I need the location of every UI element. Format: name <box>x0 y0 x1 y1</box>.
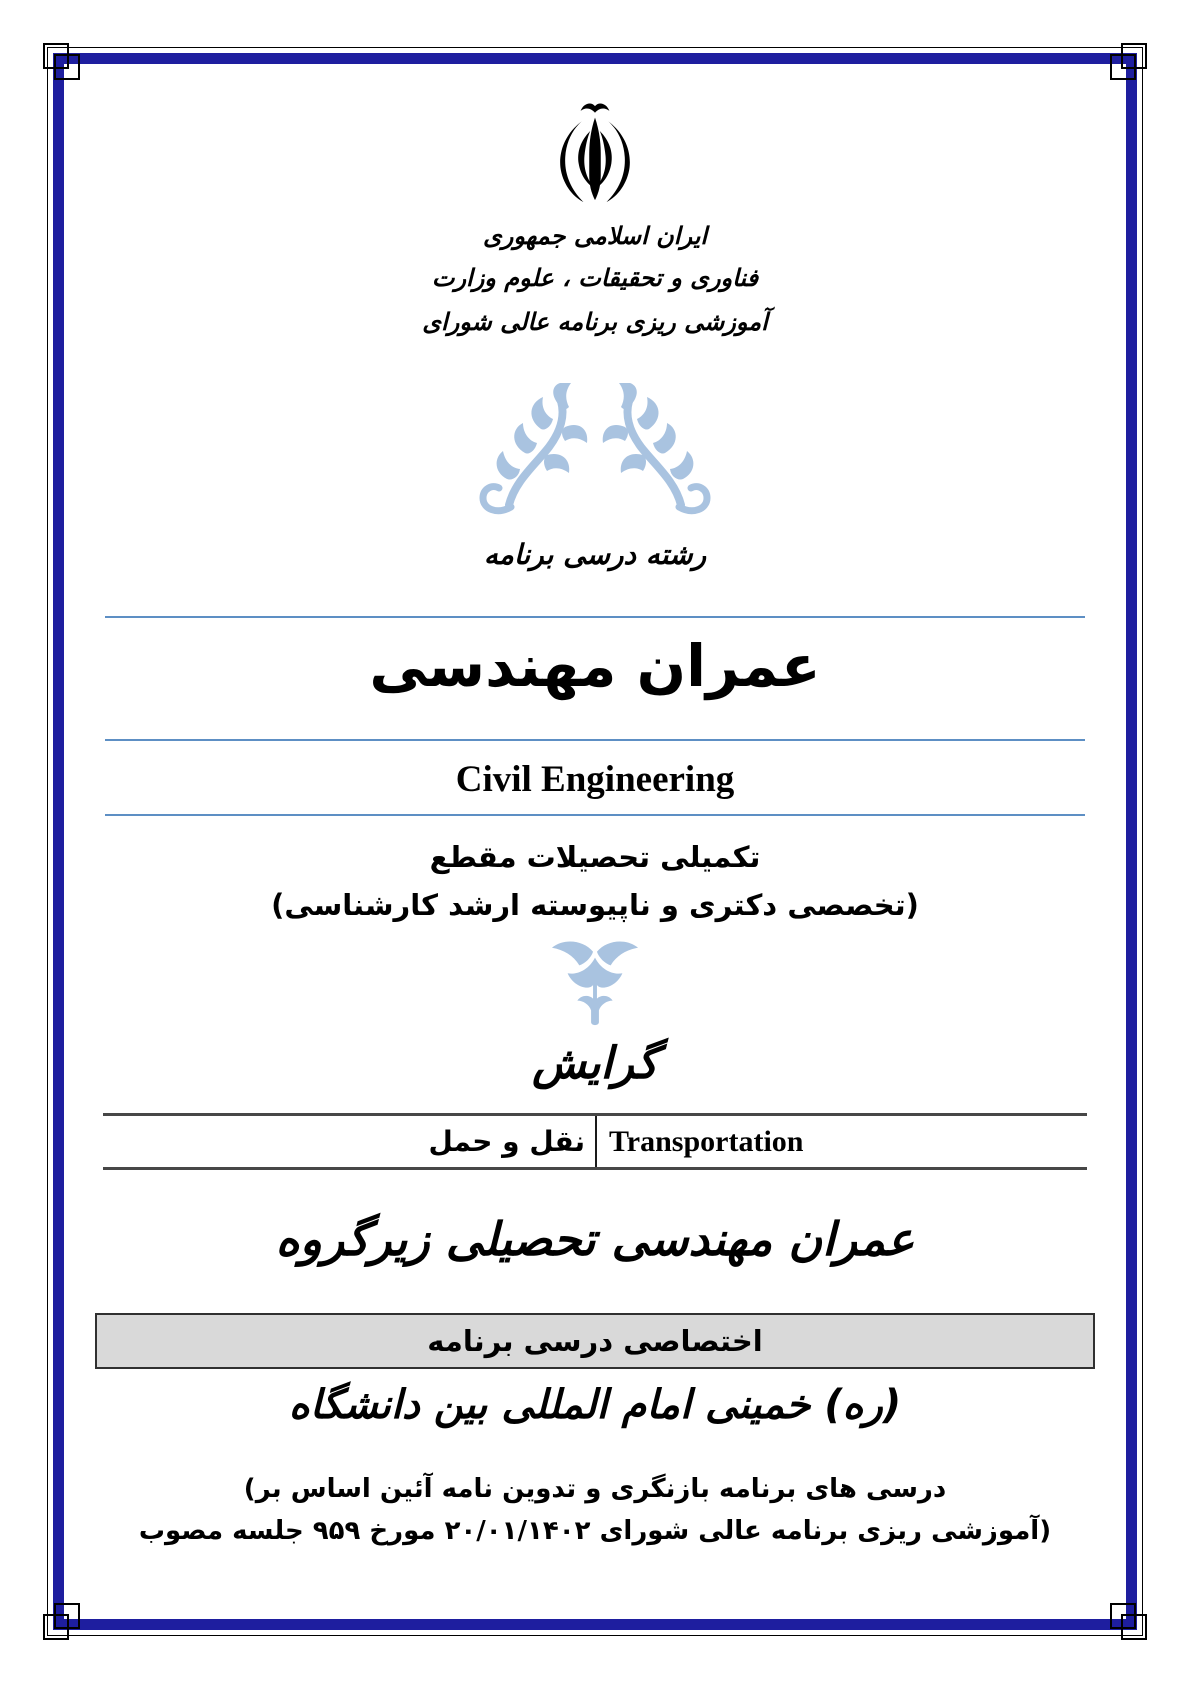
header-line-ministry: وزارت ‎علوم ‎، ‎تحقیقات ‎و ‎فناوری <box>431 264 759 292</box>
fleur-container <box>95 938 1095 1028</box>
level-line-1: مقطع ‎تحصیلات ‎تکمیلی <box>429 840 761 874</box>
orientation-cell-fa <box>103 1116 597 1167</box>
small-fleur-icon <box>536 938 654 1028</box>
program-label: برنامه ‎درسی ‎رشته <box>483 538 707 571</box>
corner-motif-top-left <box>43 43 81 81</box>
special-curriculum-bar <box>95 1313 1095 1369</box>
header-line-republic: جمهوری ‎اسلامی ‎ایران <box>482 222 708 250</box>
university-label: دانشگاه ‎بین ‎المللی ‎امام ‎خمینی ‎(ره) <box>288 1382 902 1428</box>
page-title-en: Civil Engineering <box>455 759 735 800</box>
divider-rule-top <box>105 616 1085 618</box>
header-line-council: شورای ‎عالی ‎برنامه ‎ریزی ‎آموزشی <box>422 308 768 336</box>
divider-rule-middle <box>105 739 1085 741</box>
flourish-container <box>95 383 1095 525</box>
page-title-fa: مهندسی ‎عمران <box>369 632 821 700</box>
orientation-label: گرایش <box>532 1038 658 1089</box>
floral-flourish-icon <box>477 383 713 525</box>
special-curriculum-label: برنامه ‎درسی ‎اختصاصی <box>427 1324 763 1358</box>
iran-emblem-icon <box>547 102 643 210</box>
orientation-cell-en <box>597 1116 1087 1167</box>
level-line-2: (کارشناسی ‎ارشد ‎ناپیوسته ‎و ‎دکتری ‎تخصصی) <box>271 888 919 922</box>
emblem-container <box>95 102 1095 210</box>
corner-motif-bottom-right <box>1109 1602 1147 1640</box>
orientation-table <box>103 1113 1087 1170</box>
subgroup-label: زیرگروه ‎تحصیلی ‎مهندسی ‎عمران <box>275 1212 915 1266</box>
divider-rule-bottom <box>105 814 1085 816</box>
footnote-line-1: (بر ‎اساس ‎آئین ‎نامه ‎تدوین ‎و ‎بازنگری ‎برنامه ‎های ‎درسی <box>243 1474 947 1504</box>
orientation-value-en: Transportation <box>609 1124 804 1158</box>
orientation-value-fa: حمل ‎و ‎نقل <box>428 1125 585 1158</box>
footnote-line-2: مصوب ‎جلسه ‎۹۵۹ ‎مورخ ‎۲۰/۰۱/۱۴۰۲ ‎شورای ‎عالی ‎برنامه ‎ریزی ‎آموزشی) <box>138 1516 1052 1546</box>
corner-motif-top-right <box>1109 43 1147 81</box>
corner-motif-bottom-left <box>43 1602 81 1640</box>
